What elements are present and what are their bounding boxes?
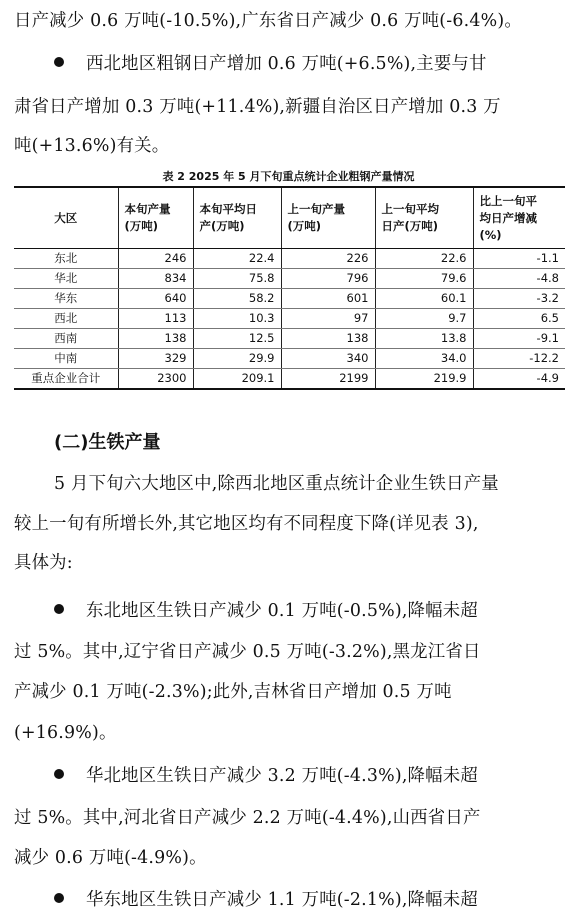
value-cell: 219.9 <box>375 369 473 390</box>
value-cell: 340 <box>281 349 375 369</box>
bullet-icon <box>54 769 64 779</box>
paragraph-line: 过 5%。其中,河北省日产减少 2.2 万吨(-4.4%),山西省日产 <box>14 808 481 828</box>
value-cell: 97 <box>281 309 375 329</box>
paragraph-line: 较上一旬有所增长外,其它地区均有不同程度下降(详见表 3), <box>14 514 479 534</box>
value-cell: -4.9 <box>473 369 565 390</box>
paragraph-text: 华北地区生铁日产减少 3.2 万吨(-4.3%),降幅未超 <box>86 766 478 786</box>
paragraph-text: 东北地区生铁日产减少 0.1 万吨(-0.5%),降幅未超 <box>86 601 478 621</box>
value-cell: 13.8 <box>375 329 473 349</box>
value-cell: 138 <box>281 329 375 349</box>
value-cell: -1.1 <box>473 249 565 269</box>
paragraph-line: 过 5%。其中,辽宁省日产减少 0.5 万吨(-3.2%),黑龙江省日 <box>14 642 481 662</box>
section-heading: (二)生铁产量 <box>54 432 161 453</box>
value-cell: 796 <box>281 269 375 289</box>
bullet-paragraph-line <box>54 756 565 796</box>
table-header-cell: 上一旬产量 (万吨) <box>281 187 375 249</box>
value-cell: 60.1 <box>375 289 473 309</box>
region-cell: 华北 <box>14 269 118 289</box>
region-cell: 重点企业合计 <box>14 369 118 390</box>
table-header-cell: 大区 <box>14 187 118 249</box>
table-row <box>14 329 565 349</box>
value-cell: 2199 <box>281 369 375 390</box>
bullet-icon <box>54 893 64 903</box>
paragraph-line: 5 月下旬六大地区中,除西北地区重点统计企业生铁日产量 <box>54 474 499 494</box>
paragraph-text: 西北地区粗钢日产增加 0.6 万吨(+6.5%),主要与甘 <box>86 54 487 74</box>
value-cell: -4.8 <box>473 269 565 289</box>
bullet-paragraph-line <box>54 880 565 920</box>
region-cell: 西北 <box>14 309 118 329</box>
value-cell: 22.4 <box>193 249 281 269</box>
table-header-cell: 本旬平均日 产(万吨) <box>193 187 281 249</box>
paragraph-line: 吨(+13.6%)有关。 <box>14 136 170 156</box>
value-cell: 6.5 <box>473 309 565 329</box>
table-row <box>14 349 565 369</box>
region-cell: 中南 <box>14 349 118 369</box>
value-cell: 2300 <box>118 369 193 390</box>
value-cell: 329 <box>118 349 193 369</box>
value-cell: -3.2 <box>473 289 565 309</box>
value-cell: 22.6 <box>375 249 473 269</box>
value-cell: 601 <box>281 289 375 309</box>
value-cell: 9.7 <box>375 309 473 329</box>
value-cell: 12.5 <box>193 329 281 349</box>
value-cell: 75.8 <box>193 269 281 289</box>
bullet-paragraph-line <box>54 44 565 84</box>
value-cell: -9.1 <box>473 329 565 349</box>
value-cell: 29.9 <box>193 349 281 369</box>
bullet-paragraph-line <box>54 591 565 631</box>
value-cell: 113 <box>118 309 193 329</box>
paragraph-line: 肃省日产增加 0.3 万吨(+11.4%),新疆自治区日产增加 0.3 万 <box>14 97 501 117</box>
value-cell: 10.3 <box>193 309 281 329</box>
table-caption: 表 2 2025 年 5 月下旬重点统计企业粗钢产量情况 <box>162 170 415 183</box>
table-row <box>14 369 565 390</box>
region-cell: 东北 <box>14 249 118 269</box>
region-cell: 西南 <box>14 329 118 349</box>
table-row <box>14 289 565 309</box>
value-cell: 246 <box>118 249 193 269</box>
value-cell: 834 <box>118 269 193 289</box>
value-cell: 79.6 <box>375 269 473 289</box>
paragraph-line: (+16.9%)。 <box>14 723 117 743</box>
value-cell: 34.0 <box>375 349 473 369</box>
table-header-cell: 上一旬平均 日产(万吨) <box>375 187 473 249</box>
value-cell: 138 <box>118 329 193 349</box>
paragraph-line: 减少 0.6 万吨(-4.9%)。 <box>14 848 207 868</box>
table-header-row <box>14 187 565 249</box>
paragraph-text: 华东地区生铁日产减少 1.1 万吨(-2.1%),降幅未超 <box>86 890 478 910</box>
table-row <box>14 249 565 269</box>
value-cell: 640 <box>118 289 193 309</box>
paragraph-line: 产减少 0.1 万吨(-2.3%);此外,吉林省日产增加 0.5 万吨 <box>14 682 452 702</box>
table-header-cell: 比上一旬平 均日产增减 (%) <box>473 187 565 249</box>
region-cell: 华东 <box>14 289 118 309</box>
value-cell: 209.1 <box>193 369 281 390</box>
table-body <box>14 249 565 390</box>
paragraph-line: 具体为: <box>14 553 73 573</box>
crude-steel-table <box>14 186 565 390</box>
table-row <box>14 309 565 329</box>
table-row <box>14 269 565 289</box>
bullet-icon <box>54 57 64 67</box>
value-cell: 58.2 <box>193 289 281 309</box>
table-header-cell: 本旬产量 (万吨) <box>118 187 193 249</box>
value-cell: 226 <box>281 249 375 269</box>
bullet-icon <box>54 604 64 614</box>
value-cell: -12.2 <box>473 349 565 369</box>
paragraph-line: 日产减少 0.6 万吨(-10.5%),广东省日产减少 0.6 万吨(-6.4%)。 <box>14 11 522 31</box>
